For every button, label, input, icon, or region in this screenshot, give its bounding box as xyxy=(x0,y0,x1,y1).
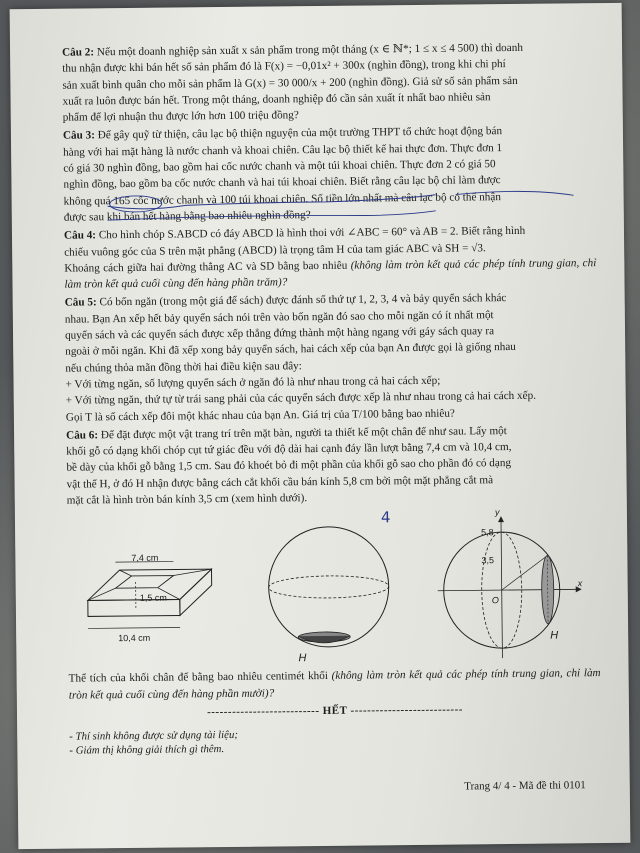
x-axis-label: x xyxy=(577,578,583,589)
q2-line-1: Nếu một doanh nghiệp sản xuất x sản phẩm trong một tháng (x ∈ ℕ*; 1 ≤ x ≤ 4 500) thì doanh xyxy=(96,41,523,59)
q5-line-1: Có bốn ngăn (trong một giá để sách) được đánh số thứ tự 1, 2, 3, 4 và bảy quyển sách khác xyxy=(99,292,507,309)
origin-label: O xyxy=(491,595,499,606)
question-3 xyxy=(63,123,596,226)
question-4 xyxy=(64,222,597,293)
question-6-ask xyxy=(69,665,601,703)
question-2 xyxy=(62,39,595,126)
frustum-figure xyxy=(87,553,218,654)
note-1: - Thí sinh không được sử dụng tài liệu; xyxy=(69,729,238,743)
q3-line-5: không quá 165 cốc nước chanh và 100 túi khoai chiên. Số tiền lớn nhất mà câu lạc bộ có thể nhận xyxy=(63,190,501,208)
q3-line-3: có giá 30 nghìn đồng, bao gồm hai cốc nước chanh và một túi khoai chiên. Thực đơn 2 có giá 50 xyxy=(63,158,496,175)
q2-line-4: xuất ra luôn được bán hết. Trong một tháng, doanh nghiệp đó cần sản xuất ít nhất bao nhiêu sản xyxy=(62,91,491,108)
q6-note: (không làm tròn kết quả các phép tính trung gian, chỉ làm tròn kết quả cuối cùng đến hàng phần mười)? xyxy=(68,667,601,702)
question-3-label: Câu 3: xyxy=(62,129,96,143)
y-axis-label: y xyxy=(494,507,500,518)
question-2-label: Câu 2: xyxy=(62,46,95,59)
sphere-figure xyxy=(263,508,394,665)
q5-line-3: quyển sách và các quyển sách được xếp thẳng đứng thành một hàng ngang với gáy sách quay ra xyxy=(64,325,495,342)
question-6-figures xyxy=(67,505,601,671)
q5-line-6: + Với từng ngăn, số lượng quyển sách ở ngăn đó là như nhau trong cả hai cách xếp; xyxy=(65,374,441,391)
exam-page xyxy=(10,3,631,849)
q6-line-2: khối gỗ có dạng khối chóp cụt tứ giác đều với độ dài hai cạnh đáy lần lượt bằng 7,4 cm và 10,4 cm, xyxy=(66,441,512,458)
q3-line-4: nghìn đồng, bao gồm ba cốc nước chanh và hai túi khoai chiên. Biết rằng câu lạc bộ chỉ làm được xyxy=(63,174,501,192)
q4-note: (không làm tròn kết quả các phép tính trung gian, chỉ làm tròn kết quả cuối cùng đến hàng phần trăm)? xyxy=(64,256,597,291)
question-6-label: Câu 6: xyxy=(66,429,99,442)
q6-line-1: Để đặt được một vật trang trí trên mặt bàn, người ta thiết kế một chân đế như sau. Lấy một xyxy=(100,424,507,442)
q5-line-5: nếu chúng thỏa mãn đồng thời hai điều kiện sau đây: xyxy=(65,359,302,375)
page-content xyxy=(62,39,601,758)
q3-line-2: hàng với hai mặt hàng là nước chanh và khoai chiên. Câu lạc bộ thiết kế hai thực đơn. Thực đơn 1 xyxy=(63,141,503,159)
coordinate-figure xyxy=(433,507,585,669)
q5-line-2: nhau. Bạn An xếp hết bảy quyển sách nói trên vào bốn ngăn đó sao cho mỗi ngăn có ít nhất một xyxy=(64,308,494,326)
q2-line-3: sản xuất bình quân cho mỗi sản phẩm là G(x) = 30 000/x + 200 (nghìn đồng). Giả sử số sản phẩm sản xyxy=(62,74,518,92)
end-marker: --------------------------- HẾT --------------------------- xyxy=(207,703,463,719)
q5-line-4: ngoài ở mỗi ngăn. Khi đã xếp xong bảy quyển sách, hai cách xếp của bạn An được gọi là giống nhau xyxy=(65,341,516,359)
handwritten-mark: 4 xyxy=(380,508,391,527)
frustum-bottom-edge-label: 10,4 cm xyxy=(118,633,151,644)
sphere-cap-label: H xyxy=(298,652,307,665)
q6-question: Thể tích của khối chân đế bằng bao nhiêu centimét khối xyxy=(68,670,329,685)
exam-notes xyxy=(69,724,601,758)
y-top-value: 5,8 xyxy=(481,527,494,538)
q5-line-7: + Với từng ngăn, thứ tự từ trái sang phải của các quyển sách được xếp là như nhau trong cả hai cách xếp. xyxy=(65,389,537,407)
q2-line-5: phẩm để lợi nhuận thu được lớn hơn 100 triệu đồng? xyxy=(62,109,299,124)
q6-line-4: vật thể H, ở đó H nhận được bằng cách cắt khối cầu bán kính 5,8 cm bởi một mặt phẳng cắt mà xyxy=(66,473,494,491)
q6-line-3: bề dày của khối gỗ bằng 1,5 cm. Sau đó khoét bỏ đi một phần của khối gỗ sao cho phần đó có dạng xyxy=(66,457,512,475)
q5-line-8: Gọi T là số cách xếp đôi một khác nhau của bạn An. Giá trị của T/100 bằng bao nhiêu? xyxy=(65,407,455,424)
section-label: H xyxy=(550,629,559,642)
q3-line-1: Để gây quỹ từ thiện, câu lạc bộ thiện nguyện của một trường THPT tổ chức hoạt động bán xyxy=(97,125,503,142)
question-6 xyxy=(66,422,599,509)
page-footer: Trang 4/ 4 - Mã đề thi 0101 xyxy=(464,779,586,793)
q3-line-6: được sau khi bán hết hàng bằng bao nhiêu nghìn đồng? xyxy=(63,209,311,224)
q6-line-5: mặt cắt là hình tròn bán kính 3,5 cm (xem hình dưới). xyxy=(66,492,308,507)
question-5-label: Câu 5: xyxy=(64,296,97,310)
q4-line-2: chiếu vuông góc của S trên mặt phẳng (ABCD) là trọng tâm H của tam giác ABC và SH = √3. xyxy=(64,241,486,259)
q2-line-2: thu nhận được khi bán hết số sản phẩm đó là F(x) = −0,01x² + 300x (nghìn đồng), trong khi chi phí xyxy=(62,58,506,75)
frustum-top-edge-label: 7,4 cm xyxy=(131,553,159,564)
y-mid-value: 3,5 xyxy=(481,555,494,566)
q4-line-3: Khoảng cách giữa hai đường thẳng AC và SD bằng bao nhiêu xyxy=(64,259,348,275)
question-5 xyxy=(65,290,598,426)
frustum-height-label: 1,5 cm xyxy=(139,592,167,604)
q4-line-1: Cho hình chóp S.ABCD có đáy ABCD là hình thoi với ∠ABC = 60° và AB = 2. Biết rằng hình xyxy=(98,225,526,242)
note-2: - Giám thị không giải thích gì thêm. xyxy=(69,743,225,757)
question-4-label: Câu 4: xyxy=(63,229,97,242)
